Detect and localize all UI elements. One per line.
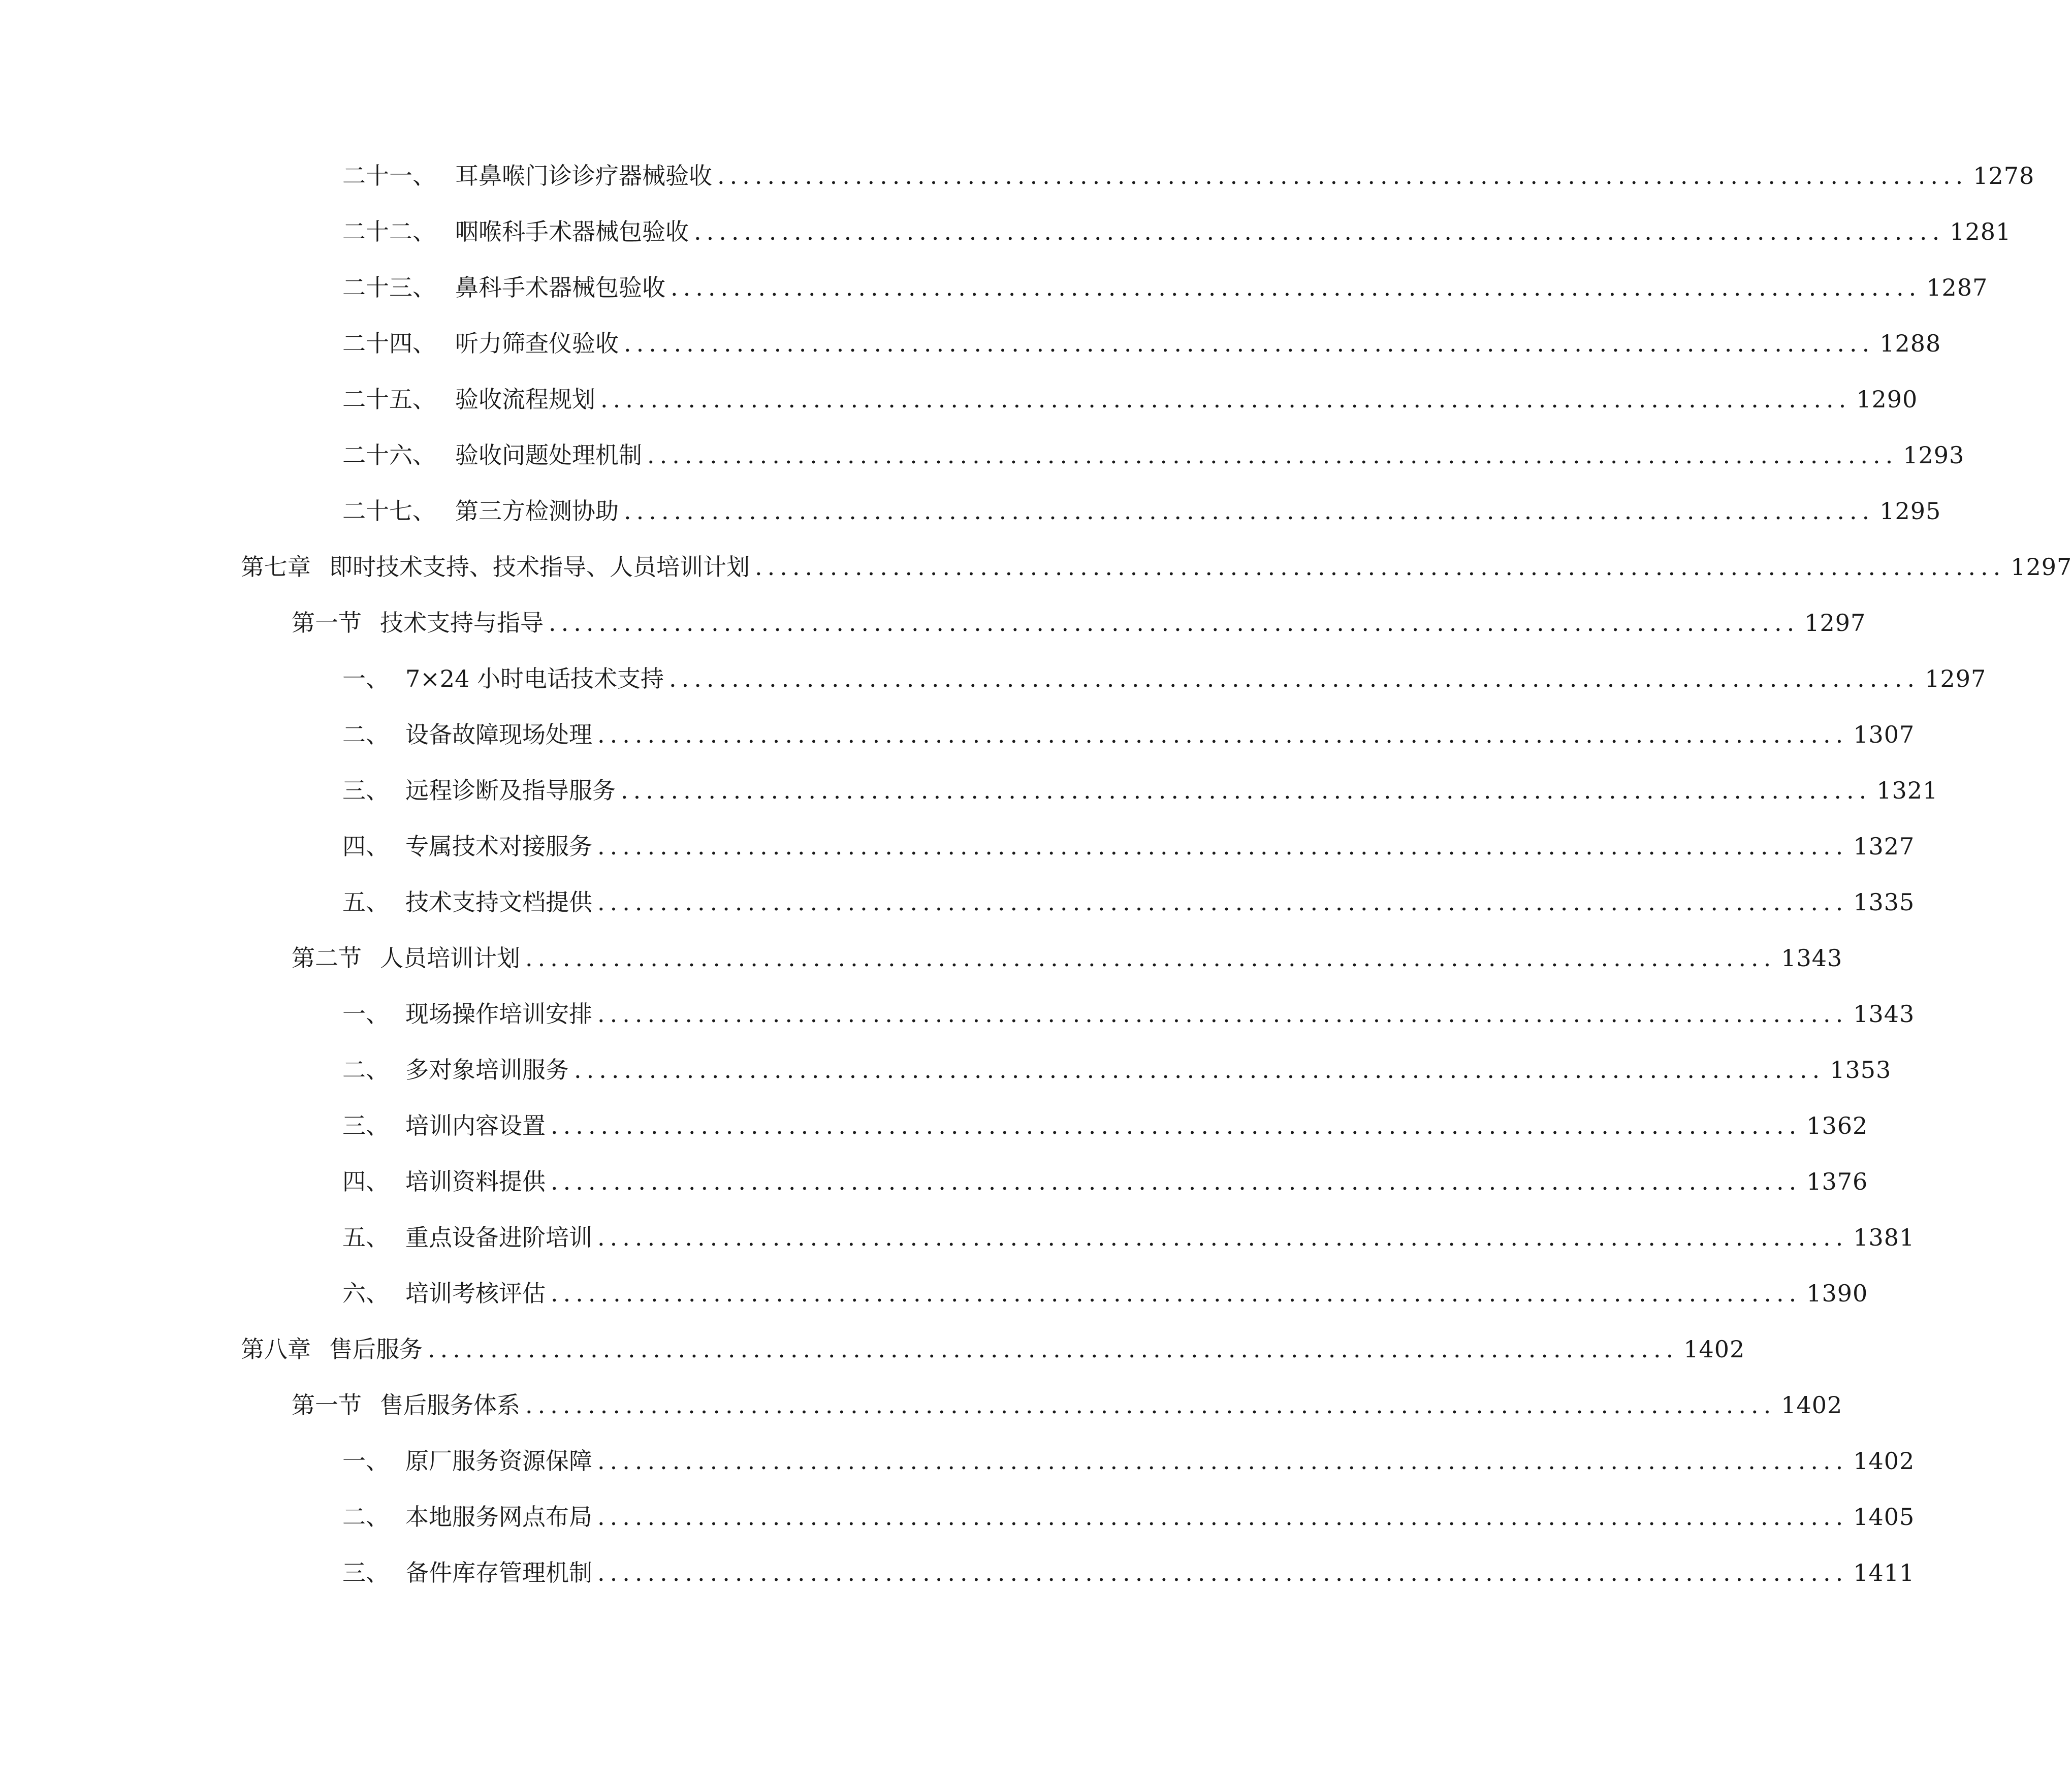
- toc-entry-page: 1290: [1856, 386, 1918, 413]
- toc-entry-number: 三、: [342, 1559, 389, 1586]
- toc-leader-dots: ....................................................................................................: [668, 665, 1920, 692]
- toc-leader-dots: ....................................................................................................: [597, 1224, 1848, 1251]
- toc-entry-number: 二十二、: [342, 218, 436, 245]
- toc-entry[interactable]: [0, 211, 2012, 252]
- toc-entry[interactable]: [0, 155, 2035, 196]
- toc-leader-dots: ....................................................................................................: [549, 609, 1800, 637]
- toc-entry-page: 1297: [1804, 609, 1866, 637]
- toc-leader-dots: ....................................................................................................: [551, 1280, 1802, 1307]
- toc-entry-number: 二十六、: [342, 441, 436, 469]
- toc-entry-page: 1402: [1683, 1335, 1745, 1363]
- toc-leader-dots: ....................................................................................................: [597, 1559, 1848, 1586]
- toc-entry-number: 三、: [342, 777, 389, 804]
- toc-entry[interactable]: [0, 658, 1987, 699]
- toc-entry-page: 1335: [1853, 888, 1915, 916]
- toc-leader-dots: ....................................................................................................: [624, 330, 1875, 357]
- toc-entry-page: 1327: [1853, 833, 1915, 860]
- toc-section-entry[interactable]: [0, 602, 1866, 643]
- toc-entry-page: 1281: [1950, 218, 2012, 245]
- toc-leader-dots: ....................................................................................................: [597, 1447, 1848, 1475]
- toc-entry-page: 1402: [1853, 1447, 1915, 1475]
- toc-entry-number: 二十一、: [342, 162, 436, 189]
- toc-entry[interactable]: [0, 1049, 1892, 1090]
- toc-entry-title: 售后服务体系: [380, 1391, 520, 1419]
- toc-entry-page: 1287: [1926, 274, 1988, 301]
- toc-entry-page: 1362: [1806, 1112, 1868, 1139]
- toc-entry-title: 即时技术支持、技术指导、人员培训计划: [329, 553, 750, 581]
- toc-entry-page: 1343: [1853, 1000, 1915, 1028]
- toc-entry[interactable]: [0, 770, 1938, 811]
- toc-chapter-entry[interactable]: [0, 1329, 1745, 1370]
- toc-leader-dots: ....................................................................................................: [624, 497, 1875, 525]
- toc-entry-page: 1402: [1781, 1391, 1843, 1419]
- toc-entry[interactable]: [0, 714, 1915, 755]
- toc-entry-number: 三、: [342, 1112, 389, 1139]
- toc-entry-title: 专属技术对接服务: [405, 833, 592, 860]
- toc-entry-page: 1390: [1806, 1280, 1868, 1307]
- toc-leader-dots: ....................................................................................................: [597, 1000, 1848, 1028]
- toc-leader-dots: ....................................................................................................: [597, 1503, 1848, 1531]
- toc-entry-title: 培训内容设置: [405, 1112, 546, 1139]
- toc-entry-title: 远程诊断及指导服务: [405, 777, 616, 804]
- toc-entry-number: 二、: [342, 721, 389, 748]
- toc-leader-dots: ....................................................................................................: [525, 944, 1776, 972]
- toc-entry-title: 设备故障现场处理: [405, 721, 592, 748]
- toc-leader-dots: ....................................................................................................: [525, 1391, 1776, 1419]
- toc-entry-title: 培训资料提供: [405, 1168, 546, 1195]
- toc-entry-number: 一、: [342, 665, 389, 692]
- toc-entry[interactable]: [0, 1161, 1868, 1202]
- toc-entry-title: 鼻科手术器械包验收: [455, 274, 665, 301]
- toc-leader-dots: ....................................................................................................: [671, 274, 1922, 301]
- toc-entry-number: 一、: [342, 1000, 389, 1028]
- toc-leader-dots: ....................................................................................................: [574, 1056, 1825, 1084]
- toc-entry-number: 二十五、: [342, 386, 436, 413]
- toc-entry-title: 听力筛查仪验收: [455, 330, 619, 357]
- toc-entry-page: 1376: [1806, 1168, 1868, 1195]
- toc-entry[interactable]: [0, 994, 1915, 1034]
- toc-entry[interactable]: [0, 882, 1915, 922]
- toc-entry[interactable]: [0, 1105, 1868, 1146]
- toc-entry-number: 二十七、: [342, 497, 436, 525]
- toc-entry-title: 人员培训计划: [380, 944, 520, 972]
- toc-entry[interactable]: [0, 379, 1918, 420]
- toc-entry[interactable]: [0, 267, 1988, 308]
- toc-chapter-number: 第八章: [241, 1335, 311, 1363]
- toc-leader-dots: ....................................................................................................: [694, 218, 1945, 245]
- toc-entry[interactable]: [0, 435, 1965, 475]
- toc-entry-page: 1295: [1879, 497, 1941, 525]
- toc-entry-page: 1321: [1876, 777, 1938, 804]
- toc-entry-number: 二十三、: [342, 274, 436, 301]
- toc-entry[interactable]: [0, 323, 1941, 364]
- toc-entry-title: 本地服务网点布局: [405, 1503, 592, 1531]
- toc-entry-page: 1353: [1830, 1056, 1892, 1084]
- toc-entry-number: 一、: [342, 1447, 389, 1475]
- toc-leader-dots: ....................................................................................................: [551, 1112, 1802, 1139]
- toc-entry-page: 1307: [1853, 721, 1915, 748]
- toc-leader-dots: ....................................................................................................: [597, 833, 1848, 860]
- toc-leader-dots: ....................................................................................................: [428, 1335, 1679, 1363]
- toc-entry-number: 二、: [342, 1056, 389, 1084]
- toc-entry[interactable]: [0, 1497, 1915, 1537]
- toc-entry-number: 五、: [342, 1224, 389, 1251]
- toc-entry-page: 1297: [1925, 665, 1987, 692]
- toc-entry[interactable]: [0, 826, 1915, 867]
- toc-entry-number: 五、: [342, 888, 389, 916]
- toc-entry-page: 1411: [1853, 1559, 1915, 1586]
- toc-chapter-entry[interactable]: [0, 547, 2072, 587]
- toc-entry-number: 六、: [342, 1280, 389, 1307]
- toc-entry-page: 1278: [1973, 162, 2035, 189]
- toc-entry-page: 1405: [1853, 1503, 1915, 1531]
- toc-leader-dots: ....................................................................................................: [647, 441, 1898, 469]
- toc-entry-title: 多对象培训服务: [405, 1056, 569, 1084]
- toc-entry-title: 原厂服务资源保障: [405, 1447, 592, 1475]
- toc-entry-page: 1381: [1853, 1224, 1915, 1251]
- toc-entry-title: 培训考核评估: [405, 1280, 546, 1307]
- toc-entry-page: 1288: [1879, 330, 1941, 357]
- toc-entry-title: 技术支持与指导: [380, 609, 544, 637]
- toc-entry-number: 四、: [342, 1168, 389, 1195]
- toc-entry-number: 二、: [342, 1503, 389, 1531]
- toc-leader-dots: ....................................................................................................: [600, 386, 1852, 413]
- toc-leader-dots: ....................................................................................................: [597, 888, 1848, 916]
- toc-entry-number: 四、: [342, 833, 389, 860]
- toc-chapter-number: 第七章: [241, 553, 311, 581]
- toc-entry-title: 现场操作培训安排: [405, 1000, 592, 1028]
- toc-section-number: 第一节: [292, 1391, 362, 1419]
- toc-section-entry[interactable]: [0, 938, 1843, 978]
- toc-entry-title: 备件库存管理机制: [405, 1559, 592, 1586]
- toc-leader-dots: ....................................................................................................: [551, 1168, 1802, 1195]
- toc-entry-page: 1297: [2011, 553, 2072, 581]
- toc-leader-dots: ....................................................................................................: [621, 777, 1872, 804]
- toc-entry-title: 重点设备进阶培训: [405, 1224, 592, 1251]
- toc-entry-title: 售后服务: [329, 1335, 423, 1363]
- toc-leader-dots: ....................................................................................................: [717, 162, 1968, 189]
- toc-entry-title: 技术支持文档提供: [405, 888, 592, 916]
- toc-entry-title: 验收问题处理机制: [455, 441, 642, 469]
- toc-entry[interactable]: [0, 1217, 1915, 1258]
- toc-entry[interactable]: [0, 1273, 1868, 1314]
- toc-entry-title: 7×24 小时电话技术支持: [405, 665, 664, 692]
- toc-entry-page: 1343: [1781, 944, 1843, 972]
- toc-leader-dots: ....................................................................................................: [597, 721, 1848, 748]
- toc-entry-title: 耳鼻喉门诊诊疗器械验收: [455, 162, 712, 189]
- toc-section-number: 第一节: [292, 609, 362, 637]
- toc-leader-dots: ....................................................................................................: [755, 553, 2006, 581]
- toc-section-entry[interactable]: [0, 1385, 1843, 1425]
- toc-entry-number: 二十四、: [342, 330, 436, 357]
- toc-entry-title: 第三方检测协助: [455, 497, 619, 525]
- toc-entry-title: 咽喉科手术器械包验收: [455, 218, 689, 245]
- toc-section-number: 第二节: [292, 944, 362, 972]
- toc-entry[interactable]: [0, 491, 1941, 531]
- toc-entry-page: 1293: [1903, 441, 1965, 469]
- toc-entry[interactable]: [0, 1552, 1915, 1593]
- toc-entry[interactable]: [0, 1441, 1915, 1481]
- toc-entry-title: 验收流程规划: [455, 386, 595, 413]
